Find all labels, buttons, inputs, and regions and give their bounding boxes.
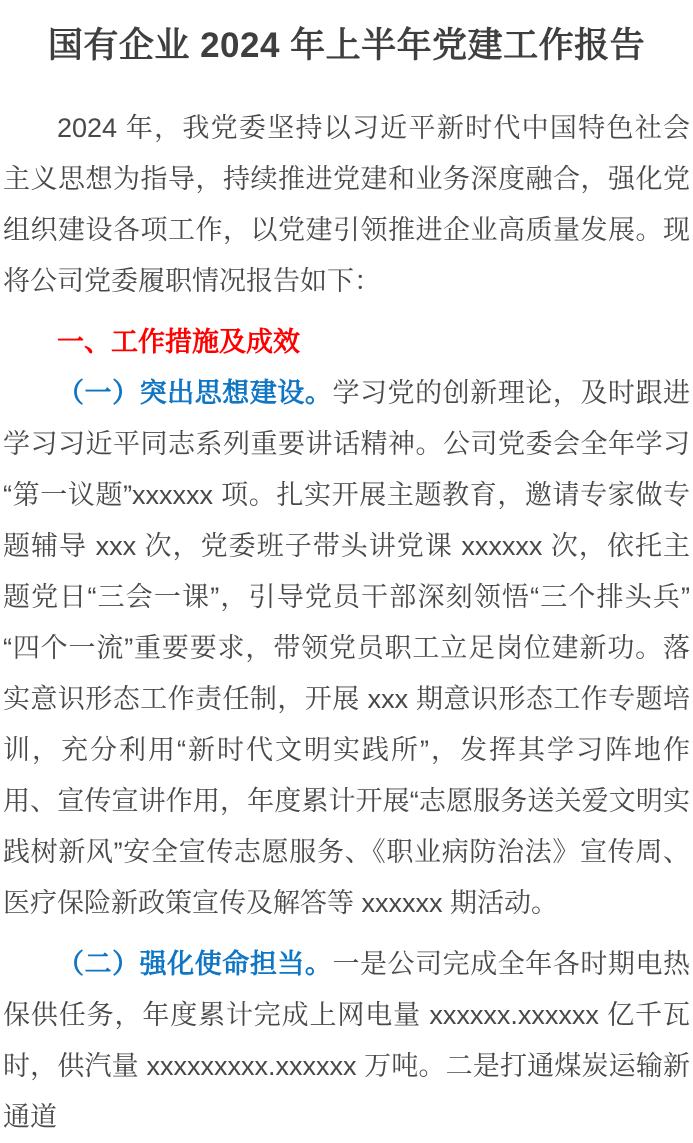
paragraph-1-2-text: 一是公司完成全年各时期电热保供任务，年度累计完成上网电量 xxxxxx.xxxxxx 亿千瓦时，供汽量 xxxxxxxxx.xxxxxx 万吨。二是打通煤炭运输新通道 xyxy=(3,948,691,1132)
section-heading-1: 一、工作措施及成效 xyxy=(57,326,300,357)
paragraph-1-1 xyxy=(3,368,690,929)
paragraph-1-2 xyxy=(3,939,690,1143)
paragraph-1-1-lead: （一）突出思想建设。 xyxy=(57,377,333,408)
intro-paragraph: 2024 年，我党委坚持以习近平新时代中国特色社会主义思想为指导，持续推进党建和业务深度融合，强化党组织建设各项工作，以党建引领推进企业高质量发展。现将公司党委履职情况报告如下： xyxy=(3,112,690,296)
document-title: 国有企业 2024 年上半年党建工作报告 xyxy=(47,26,646,65)
paragraph-1-1-text: 学习党的创新理论，及时跟进学习习近平同志系列重要讲话精神。公司党委会全年学习“第一议题”xxxxxx 项。扎实开展主题教育，邀请专家做专题辅导 xxx 次，党委班子带头讲党课 xxxxxx 次，依托主题党日“三会一课”，引导党员干部深刻领悟“三个排头兵”“四个一流”重要要求，带领党员职工立足岗位建新功。落实意识形态工作责任制，开展 xxx 期意识形态工作专题培训，充分利用“新时代文明实践所”，发挥其学习阵地作用、宣传宣讲作用，年度累计开展“志愿服务送关爱文明实践树新风”安全宣传志愿服务、《职业病防治法》宣传周、医疗保险新政策宣传及解答等 xxxxxx 期活动。 xyxy=(3,377,691,918)
paragraph-1-2-lead: （二）强化使命担当。 xyxy=(57,948,333,979)
